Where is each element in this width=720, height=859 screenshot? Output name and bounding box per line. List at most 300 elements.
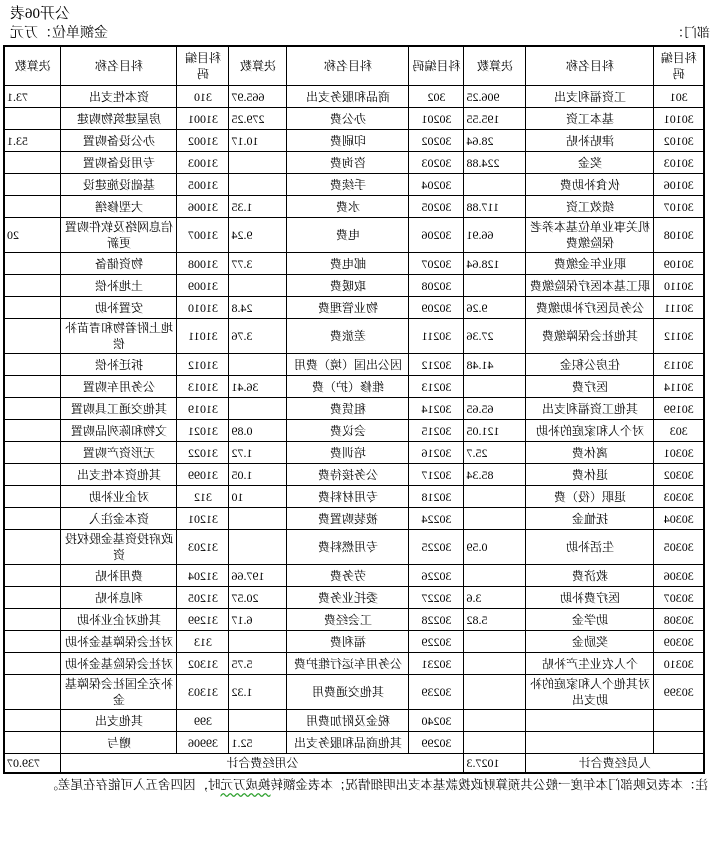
- amount-unit-label: 金额单位：万元: [10, 26, 108, 41]
- name-cell: 因公出国（境）费用: [287, 354, 409, 376]
- code-cell: 30227: [409, 587, 464, 609]
- name-cell: 赠与: [61, 732, 177, 754]
- amount-cell: [4, 486, 61, 508]
- name-cell: 维修（护）费: [287, 376, 409, 398]
- amount-cell: [464, 631, 526, 653]
- code-cell: 31303: [177, 675, 229, 710]
- amount-cell: [4, 275, 61, 297]
- table-row: [4, 631, 704, 653]
- personnel-total-value: 1027.3: [464, 754, 526, 774]
- amount-cell: [229, 398, 287, 420]
- code-cell: [654, 710, 704, 732]
- table-row: [4, 253, 704, 275]
- amount-cell: 665.97: [229, 86, 287, 108]
- table-row: [4, 152, 704, 174]
- code-cell: 31003: [177, 152, 229, 174]
- amount-cell: 1.72: [229, 442, 287, 464]
- name-cell: 会议费: [287, 420, 409, 442]
- name-cell: 对其他个人和家庭的补助支出: [526, 675, 654, 710]
- table-body: [4, 86, 704, 754]
- name-cell: 无形资产购置: [61, 442, 177, 464]
- amount-cell: 0.59: [464, 530, 526, 565]
- footnote: [0, 777, 708, 793]
- amount-cell: [4, 354, 61, 376]
- amount-cell: [229, 354, 287, 376]
- code-cell: 31010: [177, 297, 229, 319]
- code-cell: 30216: [409, 442, 464, 464]
- name-cell: 其他支出: [61, 710, 177, 732]
- table-head: [4, 46, 704, 86]
- amount-cell: 66.91: [464, 218, 526, 253]
- amount-cell: 53.1: [4, 130, 61, 152]
- table-row: [4, 609, 704, 631]
- amount-cell: [4, 442, 61, 464]
- code-cell: 30218: [409, 486, 464, 508]
- table-row: [4, 732, 704, 754]
- name-cell: 费用补贴: [61, 565, 177, 587]
- amount-cell: [4, 174, 61, 196]
- name-cell: 医疗费: [526, 376, 654, 398]
- name-cell: 工资福利支出: [526, 86, 654, 108]
- code-cell: 302: [409, 86, 464, 108]
- amount-cell: [464, 486, 526, 508]
- code-cell: 30111: [654, 297, 704, 319]
- amount-cell: [4, 710, 61, 732]
- table-row: [4, 587, 704, 609]
- code-cell: 30215: [409, 420, 464, 442]
- amount-cell: [464, 732, 526, 754]
- amount-cell: 27.36: [464, 319, 526, 354]
- name-cell: 资本性支出: [61, 86, 177, 108]
- code-cell: 31013: [177, 376, 229, 398]
- footnote-text-prefix: 注：本表反映部门本年度一般公共预算财政拨款基本支出明细情况；本表金额转: [270, 778, 708, 792]
- code-cell: 303: [654, 420, 704, 442]
- amount-cell: [4, 565, 61, 587]
- name-cell: 资本金注入: [61, 508, 177, 530]
- amount-cell: 6.17: [229, 609, 287, 631]
- name-cell: 电费: [287, 218, 409, 253]
- code-cell: 30309: [654, 631, 704, 653]
- name-cell: 其他交通工具购置: [61, 398, 177, 420]
- amount-cell: [4, 376, 61, 398]
- amount-cell: 41.48: [464, 354, 526, 376]
- amount-cell: [4, 420, 61, 442]
- amount-cell: 224.88: [464, 152, 526, 174]
- amount-cell: 28.64: [464, 130, 526, 152]
- amount-cell: [4, 108, 61, 130]
- code-cell: 31008: [177, 253, 229, 275]
- code-cell: 30203: [409, 152, 464, 174]
- name-cell: 个人农业生产补贴: [526, 653, 654, 675]
- amount-cell: [229, 710, 287, 732]
- table-row: [4, 464, 704, 486]
- code-cell: 30226: [409, 565, 464, 587]
- name-cell: 公务用车购置: [61, 376, 177, 398]
- name-cell: 其他资本性支出: [61, 464, 177, 486]
- amount-cell: 52.1: [229, 732, 287, 754]
- amount-cell: [4, 196, 61, 218]
- code-cell: 30224: [409, 508, 464, 530]
- code-cell: 30301: [654, 442, 704, 464]
- name-cell: 助学金: [526, 609, 654, 631]
- name-cell: 对企业补助: [61, 486, 177, 508]
- name-cell: 其他商品和服务支出: [287, 732, 409, 754]
- code-cell: 301: [654, 86, 704, 108]
- table-row: [4, 653, 704, 675]
- amount-cell: [4, 253, 61, 275]
- name-cell: 信息网络及软件购置更新: [61, 218, 177, 253]
- name-cell: 安置补助: [61, 297, 177, 319]
- code-cell: 30299: [409, 732, 464, 754]
- name-cell: 对社会保险基金补助: [61, 653, 177, 675]
- amount-cell: 195.55: [464, 108, 526, 130]
- code-cell: 31005: [177, 174, 229, 196]
- name-cell: 物资储备: [61, 253, 177, 275]
- name-cell: 邮电费: [287, 253, 409, 275]
- table-row: [4, 297, 704, 319]
- table-row: [4, 398, 704, 420]
- name-cell: 地上附着物和青苗补偿: [61, 319, 177, 354]
- name-cell: 医疗费补助: [526, 587, 654, 609]
- code-cell: 30231: [409, 653, 464, 675]
- name-cell: 政府投资基金股权投资: [61, 530, 177, 565]
- code-cell: 30214: [409, 398, 464, 420]
- col-header-amount-2: 决算数: [229, 46, 287, 86]
- footnote-spellcheck-squiggle: 换成万元: [220, 778, 271, 792]
- col-header-amount-1: 决算数: [464, 46, 526, 86]
- code-cell: 30228: [409, 609, 464, 631]
- table-row: [4, 486, 704, 508]
- code-cell: 31021: [177, 420, 229, 442]
- table-row: [4, 86, 704, 108]
- code-cell: 30302: [654, 464, 704, 486]
- name-cell: 奖励金: [526, 631, 654, 653]
- public-total-value: 739.07: [4, 754, 61, 774]
- amount-cell: [4, 530, 61, 565]
- amount-cell: [4, 508, 61, 530]
- amount-cell: 121.05: [464, 420, 526, 442]
- name-cell: 水费: [287, 196, 409, 218]
- name-cell: 公务员医疗补助缴费: [526, 297, 654, 319]
- code-cell: 31006: [177, 196, 229, 218]
- code-cell: 30112: [654, 319, 704, 354]
- amount-cell: [229, 174, 287, 196]
- code-cell: 31099: [177, 464, 229, 486]
- amount-cell: [464, 653, 526, 675]
- amount-cell: 24.8: [229, 297, 287, 319]
- code-cell: [654, 732, 704, 754]
- name-cell: 退职（役）费: [526, 486, 654, 508]
- code-cell: 30102: [654, 130, 704, 152]
- name-cell: 绩效工资: [526, 196, 654, 218]
- code-cell: 30308: [654, 609, 704, 631]
- code-cell: 30229: [409, 631, 464, 653]
- name-cell: [526, 710, 654, 732]
- col-header-code-2: 科目编码: [409, 46, 464, 86]
- name-cell: 拆迁补偿: [61, 354, 177, 376]
- amount-cell: [464, 675, 526, 710]
- name-cell: 离休费: [526, 442, 654, 464]
- amount-cell: [4, 464, 61, 486]
- amount-cell: 197.66: [229, 565, 287, 587]
- table-row: [4, 196, 704, 218]
- code-cell: 312: [177, 486, 229, 508]
- amount-cell: 3.6: [464, 587, 526, 609]
- code-cell: 30107: [654, 196, 704, 218]
- col-header-name-3: 科目名称: [61, 46, 177, 86]
- amount-cell: [4, 587, 61, 609]
- table-foot: [4, 754, 704, 774]
- code-cell: 30305: [654, 530, 704, 565]
- name-cell: 基础设施建设: [61, 174, 177, 196]
- name-cell: 税金及附加费用: [287, 710, 409, 732]
- code-cell: 30304: [654, 508, 704, 530]
- col-header-amount-3: 决算数: [4, 46, 61, 86]
- amount-cell: [4, 631, 61, 653]
- name-cell: 专用材料费: [287, 486, 409, 508]
- amount-cell: [4, 653, 61, 675]
- name-cell: 抚恤金: [526, 508, 654, 530]
- name-cell: 物业管理费: [287, 297, 409, 319]
- department-label: 部门：: [670, 25, 710, 40]
- code-cell: 31011: [177, 319, 229, 354]
- amount-cell: 73.1: [4, 86, 61, 108]
- name-cell: 其他社会保障缴费: [526, 319, 654, 354]
- name-cell: 利息补贴: [61, 587, 177, 609]
- code-cell: 30240: [409, 710, 464, 732]
- amount-cell: [229, 275, 287, 297]
- code-cell: 310: [177, 86, 229, 108]
- amount-cell: [4, 732, 61, 754]
- name-cell: 职业年金缴费: [526, 253, 654, 275]
- name-cell: 培训费: [287, 442, 409, 464]
- name-cell: 差旅费: [287, 319, 409, 354]
- table-row: [4, 710, 704, 732]
- amount-cell: 5.75: [229, 653, 287, 675]
- code-cell: 30199: [654, 398, 704, 420]
- footnote-text-suffix: 时，因四舍五入可能存在尾差。: [45, 778, 221, 792]
- name-cell: 专用燃料费: [287, 530, 409, 565]
- code-cell: 30110: [654, 275, 704, 297]
- name-cell: 救济费: [526, 565, 654, 587]
- amount-cell: 10.17: [229, 130, 287, 152]
- amount-cell: 128.64: [464, 253, 526, 275]
- name-cell: 劳务费: [287, 565, 409, 587]
- code-cell: 30202: [409, 130, 464, 152]
- name-cell: 补充全国社会保障基金: [61, 675, 177, 710]
- amount-cell: 1.05: [229, 464, 287, 486]
- amount-cell: [464, 508, 526, 530]
- name-cell: 大型修缮: [61, 196, 177, 218]
- code-cell: 30239: [409, 675, 464, 710]
- name-cell: 办公设备购置: [61, 130, 177, 152]
- amount-cell: [464, 565, 526, 587]
- amount-cell: [4, 152, 61, 174]
- name-cell: 办公费: [287, 108, 409, 130]
- name-cell: 手续费: [287, 174, 409, 196]
- name-cell: 取暖费: [287, 275, 409, 297]
- name-cell: 住房公积金: [526, 354, 654, 376]
- code-cell: 30106: [654, 174, 704, 196]
- code-cell: 30213: [409, 376, 464, 398]
- name-cell: [526, 732, 654, 754]
- name-cell: 职工基本医疗保险缴费: [526, 275, 654, 297]
- code-cell: 30109: [654, 253, 704, 275]
- amount-cell: [464, 174, 526, 196]
- amount-cell: 10: [229, 486, 287, 508]
- amount-cell: 9.26: [464, 297, 526, 319]
- code-cell: 30310: [654, 653, 704, 675]
- table-header-area: [10, 4, 710, 43]
- code-cell: 31203: [177, 530, 229, 565]
- code-cell: 39906: [177, 732, 229, 754]
- name-cell: 被装购置费: [287, 508, 409, 530]
- code-cell: 31007: [177, 218, 229, 253]
- amount-cell: 1.35: [229, 196, 287, 218]
- title-block: [10, 4, 108, 43]
- code-cell: 30206: [409, 218, 464, 253]
- code-cell: 31009: [177, 275, 229, 297]
- table-row: [4, 508, 704, 530]
- name-cell: 对社会保障基金补助: [61, 631, 177, 653]
- name-cell: 基本工资: [526, 108, 654, 130]
- code-cell: 30225: [409, 530, 464, 565]
- name-cell: 其他交通费用: [287, 675, 409, 710]
- code-cell: 313: [177, 631, 229, 653]
- name-cell: 退休费: [526, 464, 654, 486]
- name-cell: 土地补偿: [61, 275, 177, 297]
- amount-cell: 36.41: [229, 376, 287, 398]
- amount-cell: 65.65: [464, 398, 526, 420]
- code-cell: 30114: [654, 376, 704, 398]
- amount-cell: 906.25: [464, 86, 526, 108]
- code-cell: 30101: [654, 108, 704, 130]
- name-cell: 委托业务费: [287, 587, 409, 609]
- code-cell: 30211: [409, 319, 464, 354]
- code-cell: 30307: [654, 587, 704, 609]
- table-row: [4, 675, 704, 710]
- name-cell: 文物和陈列品购置: [61, 420, 177, 442]
- code-cell: 30208: [409, 275, 464, 297]
- budget-detail-table: [3, 45, 705, 774]
- table-row: [4, 130, 704, 152]
- col-header-code-3: 科目编码: [177, 46, 229, 86]
- amount-cell: [4, 319, 61, 354]
- table-row: [4, 218, 704, 253]
- table-number-label: 公开06表: [10, 6, 71, 22]
- code-cell: 31012: [177, 354, 229, 376]
- amount-cell: [4, 609, 61, 631]
- mirrored-page: [0, 4, 720, 793]
- name-cell: 印刷费: [287, 130, 409, 152]
- code-cell: 30113: [654, 354, 704, 376]
- amount-cell: 85.34: [464, 464, 526, 486]
- code-cell: 30217: [409, 464, 464, 486]
- code-cell: 31019: [177, 398, 229, 420]
- amount-cell: [4, 675, 61, 710]
- col-header-code-1: 科目编码: [654, 46, 704, 86]
- amount-cell: 20: [4, 218, 61, 253]
- name-cell: 生活补助: [526, 530, 654, 565]
- amount-cell: [4, 297, 61, 319]
- col-header-name-2: 科目名称: [287, 46, 409, 86]
- name-cell: 租赁费: [287, 398, 409, 420]
- table-row: [4, 530, 704, 565]
- code-cell: 30399: [654, 675, 704, 710]
- amount-cell: [229, 631, 287, 653]
- code-cell: 399: [177, 710, 229, 732]
- amount-cell: [464, 275, 526, 297]
- code-cell: 30306: [654, 565, 704, 587]
- table-row: [4, 354, 704, 376]
- code-cell: 30209: [409, 297, 464, 319]
- amount-cell: 0.89: [229, 420, 287, 442]
- amount-cell: 20.57: [229, 587, 287, 609]
- amount-cell: 117.88: [464, 196, 526, 218]
- code-cell: 30201: [409, 108, 464, 130]
- col-header-name-1: 科目名称: [526, 46, 654, 86]
- totals-row: [4, 754, 704, 774]
- code-cell: 31204: [177, 565, 229, 587]
- amount-cell: [229, 152, 287, 174]
- table-row: [4, 174, 704, 196]
- name-cell: 房屋建筑物购建: [61, 108, 177, 130]
- code-cell: 31201: [177, 508, 229, 530]
- header-row: [4, 46, 704, 86]
- amount-cell: [464, 710, 526, 732]
- code-cell: 31001: [177, 108, 229, 130]
- name-cell: 专用设备购置: [61, 152, 177, 174]
- amount-cell: [229, 530, 287, 565]
- amount-cell: 3.77: [229, 253, 287, 275]
- table-row: [4, 275, 704, 297]
- name-cell: 公务接待费: [287, 464, 409, 486]
- code-cell: 31022: [177, 442, 229, 464]
- name-cell: 津贴补贴: [526, 130, 654, 152]
- code-cell: 30103: [654, 152, 704, 174]
- name-cell: 福利费: [287, 631, 409, 653]
- code-cell: 31302: [177, 653, 229, 675]
- name-cell: 工会经费: [287, 609, 409, 631]
- amount-cell: 3.76: [229, 319, 287, 354]
- code-cell: 31002: [177, 130, 229, 152]
- name-cell: 商品和服务支出: [287, 86, 409, 108]
- code-cell: 30108: [654, 218, 704, 253]
- amount-cell: 1.32: [229, 675, 287, 710]
- table-row: [4, 376, 704, 398]
- name-cell: 奖金: [526, 152, 654, 174]
- table-row: [4, 319, 704, 354]
- code-cell: 31299: [177, 609, 229, 631]
- public-total-label: 公用经费合计: [61, 754, 464, 774]
- amount-cell: 9.24: [229, 218, 287, 253]
- name-cell: 其他对企业补助: [61, 609, 177, 631]
- code-cell: 30207: [409, 253, 464, 275]
- code-cell: 30303: [654, 486, 704, 508]
- amount-cell: 5.82: [464, 609, 526, 631]
- code-cell: 31205: [177, 587, 229, 609]
- amount-cell: [464, 376, 526, 398]
- amount-cell: [229, 508, 287, 530]
- name-cell: 其他工资福利支出: [526, 398, 654, 420]
- name-cell: 伙食补助费: [526, 174, 654, 196]
- table-row: [4, 565, 704, 587]
- table-row: [4, 420, 704, 442]
- code-cell: 30204: [409, 174, 464, 196]
- amount-cell: 25.7: [464, 442, 526, 464]
- name-cell: 对个人和家庭的补助: [526, 420, 654, 442]
- amount-cell: [4, 398, 61, 420]
